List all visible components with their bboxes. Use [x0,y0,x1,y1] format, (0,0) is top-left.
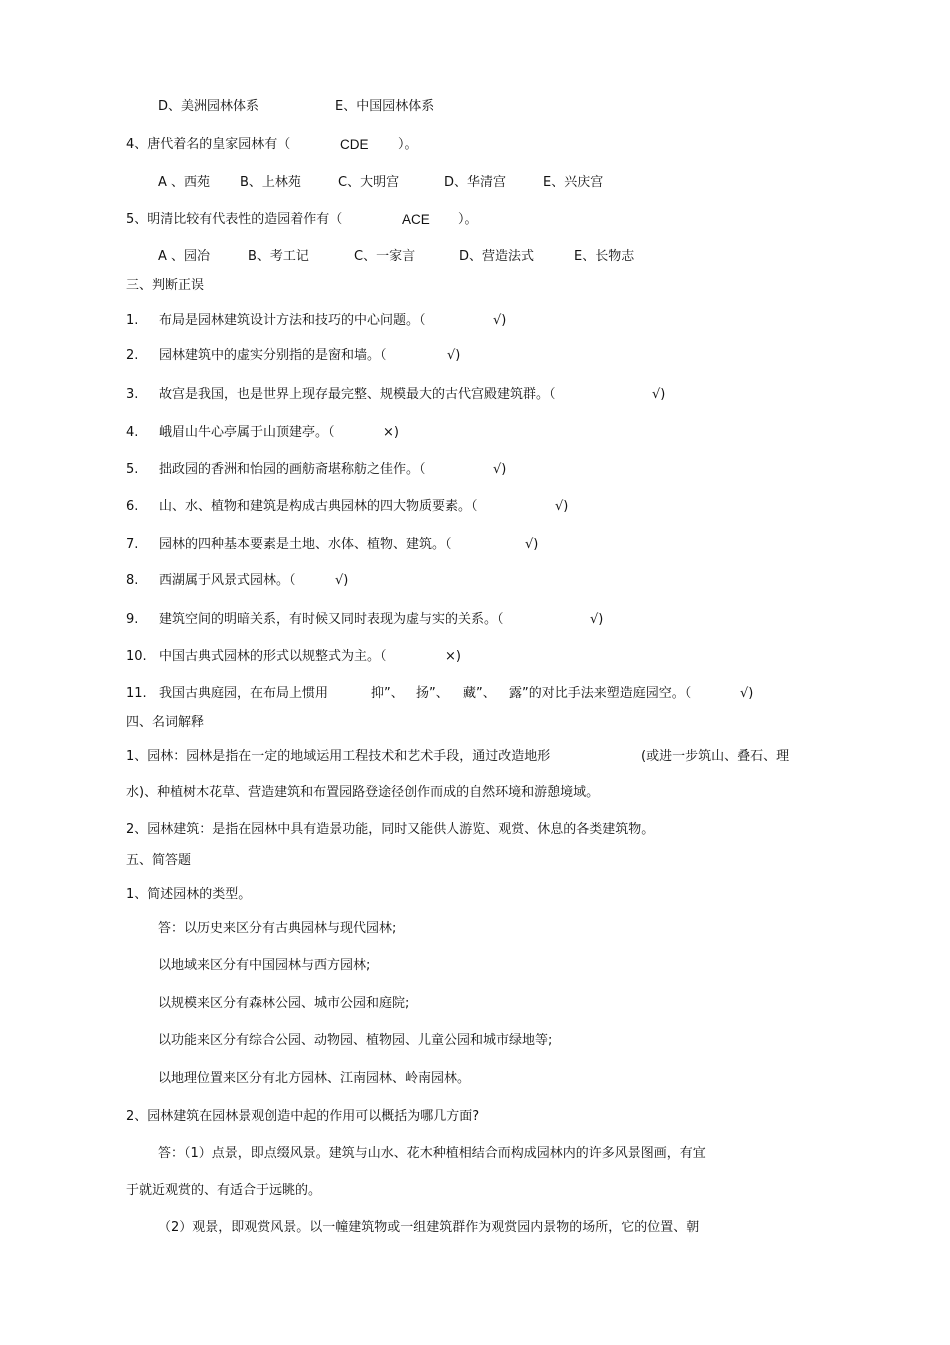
judge-item-11-text-d: 藏”、 [463,686,496,701]
question-5-answer: ACE [402,212,430,227]
question-4-text: 4、唐代着名的皇家园林有（ [126,137,291,152]
q4-option-b: B、上林苑 [240,175,301,190]
judge-item-11-text-c: 扬”、 [416,686,449,701]
judge-item-7-number: 7. [126,537,139,552]
q3-option-d: D、美洲园林体系 [158,99,260,114]
judge-item-5-mark: √) [493,462,507,477]
judge-item-2-number: 2. [126,348,139,363]
judge-item-5-number: 5. [126,462,139,477]
judge-item-11-number: 11. [126,686,147,701]
answer-1-line-2: 以地域来区分有中国园林与西方园林; [158,958,371,973]
definition-1-line-2: 水)、种植树木花草、营造建筑和布置园路登途径创作而成的自然环境和游憩境域。 [126,785,600,800]
judge-item-11-mark: √) [740,686,754,701]
q4-option-c: C、大明宫 [338,175,400,190]
judge-item-4-text: 峨眉山牛心亭属于山顶建亭。（ [159,425,335,440]
answer-2-line-2: 于就近观赏的、有适合于远眺的。 [126,1183,322,1198]
judge-item-10-number: 10. [126,649,147,664]
definition-1-line-1a: 1、园林：园林是指在一定的地域运用工程技术和艺术手段，通过改造地形 [126,749,551,764]
section-3-heading: 三、判断正误 [126,278,205,293]
answer-1-line-3: 以规模来区分有森林公园、城市公园和庭院; [158,996,410,1011]
q4-option-a: A 、西苑 [158,175,211,190]
section-5-heading: 五、简答题 [126,853,192,868]
judge-item-8-mark: √) [335,573,349,588]
definition-2: 2、园林建筑：是指在园林中具有造景功能，同时又能供人游览、观赏、休息的各类建筑物。 [126,822,655,837]
judge-item-1-number: 1. [126,313,139,328]
judge-item-10-mark: ×) [445,649,461,664]
question-4-answer: CDE [340,137,369,152]
judge-item-6-mark: √) [555,499,569,514]
section-4-heading: 四、名词解释 [126,715,205,730]
answer-1-line-5: 以地理位置来区分有北方园林、江南园林、岭南园林。 [158,1071,471,1086]
judge-item-7-text: 园林的四种基本要素是土地、水体、植物、建筑。（ [159,537,452,552]
question-5-text: 5、明清比较有代表性的造园着作有（ [126,212,343,227]
short-question-1: 1、简述园林的类型。 [126,887,252,902]
judge-item-9-number: 9. [126,612,139,627]
answer-2-line-3: （2）观景，即观赏风景。以一幢建筑物或一组建筑群作为观赏园内景物的场所，它的位置、朝 [158,1220,700,1235]
judge-item-10-text: 中国古典式园林的形式以规整式为主。（ [159,649,387,664]
judge-item-4-number: 4. [126,425,139,440]
judge-item-3-number: 3. [126,387,139,402]
question-4-close: ）。 [398,137,418,152]
q5-option-c: C、一家言 [354,249,416,264]
q3-option-e: E、中国园林体系 [335,99,435,114]
q5-option-e: E、长物志 [574,249,635,264]
judge-item-4-mark: ×) [383,425,399,440]
judge-item-7-mark: √) [525,537,539,552]
judge-item-1-mark: √) [493,313,507,328]
q5-option-b: B、考工记 [248,249,309,264]
q5-option-a: A 、园冶 [158,249,211,264]
judge-item-8-text: 西湖属于风景式园林。（ [159,573,296,588]
judge-item-2-text: 园林建筑中的虚实分别指的是窗和墙。（ [159,348,387,363]
question-5-close: ）。 [458,212,478,227]
answer-1-line-1: 答：以历史来区分有古典园林与现代园林; [158,921,397,936]
judge-item-9-mark: √) [590,612,604,627]
answer-2-line-1: 答：（1）点景，即点缀风景。建筑与山水、花木种植相结合而构成园林内的许多风景图画，有宜 [158,1146,706,1161]
judge-item-2-mark: √) [447,348,461,363]
definition-1-line-1b: (或进一步筑山、叠石、理 [641,749,790,764]
judge-item-3-mark: √) [652,387,666,402]
judge-item-6-text: 山、水、植物和建筑是构成古典园林的四大物质要素。（ [159,499,478,514]
q5-option-d: D、营造法式 [459,249,535,264]
judge-item-6-number: 6. [126,499,139,514]
judge-item-5-text: 拙政园的香洲和怡园的画舫斋堪称舫之佳作。（ [159,462,426,477]
judge-item-11-text-a: 我国古典庭园，在布局上惯用 [159,686,329,701]
judge-item-1-text: 布局是园林建筑设计方法和技巧的中心问题。（ [159,313,426,328]
judge-item-11-text-e: 露”的对比手法来塑造庭园空。（ [509,686,692,701]
judge-item-8-number: 8. [126,573,139,588]
short-question-2: 2、园林建筑在园林景观创造中起的作用可以概括为哪几方面? [126,1109,480,1124]
q4-option-d: D、华清宫 [444,175,507,190]
judge-item-3-text: 故宫是我国，也是世界上现存最完整、规模最大的古代宫殿建筑群。（ [159,387,556,402]
judge-item-9-text: 建筑空间的明暗关系，有时候又同时表现为虚与实的关系。（ [159,612,504,627]
answer-1-line-4: 以功能来区分有综合公园、动物园、植物园、儿童公园和城市绿地等; [158,1033,553,1048]
judge-item-11-text-b: 抑”、 [371,686,404,701]
q4-option-e: E、兴庆宫 [543,175,604,190]
